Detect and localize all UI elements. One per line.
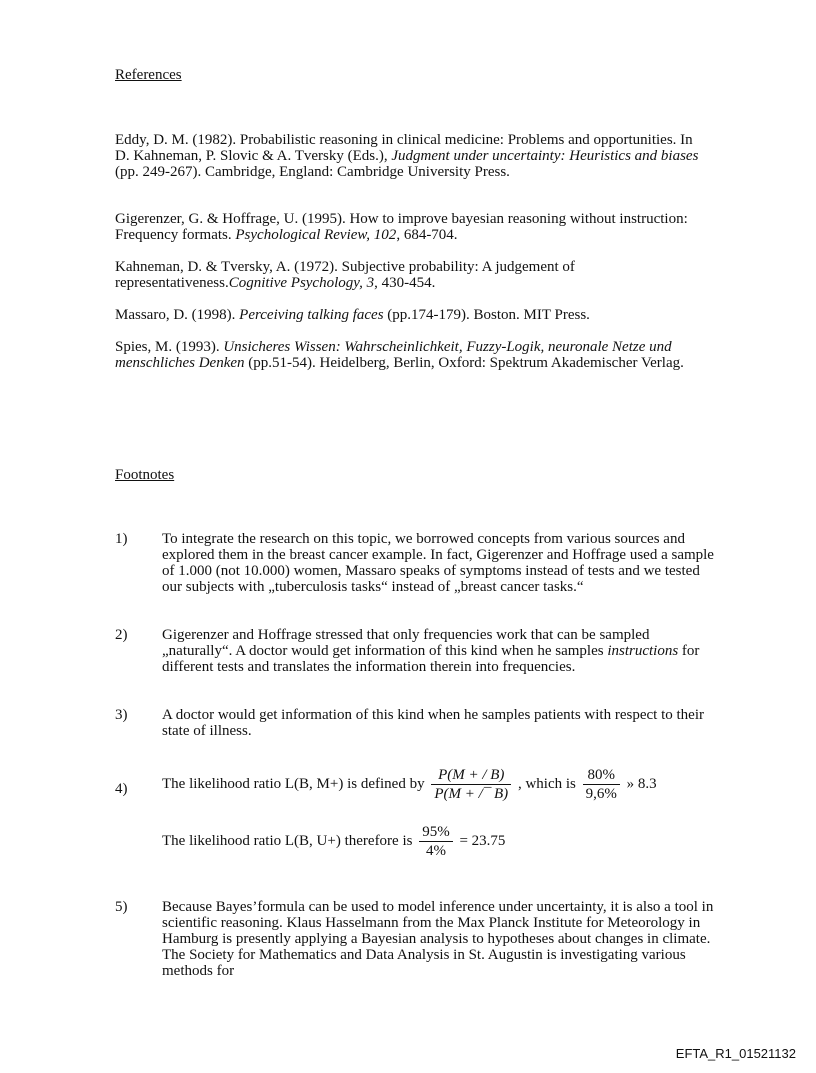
footnote-5-text: Because Bayes’formula can be used to model inference under uncertainty, it is also a tool in scientific reasoning. Klaus Hasselmann from the Max Planck Institute for Meteorology in Hamburg is presently applying a Bayesian analysis to hypotheses about changes in climate. The Society for Mathematics and Data Analysis in St. Augustin is investigating various methods for (162, 899, 714, 979)
document-id: EFTA_R1_01521132 (675, 1046, 796, 1061)
reference-eddy: Eddy, D. M. (1982). Probabilistic reasoning in clinical medicine: Problems and opportunities. In D. Kahneman, P. Slovic & A. Tversky (Eds.), Judgment under uncertainty: Heuristics and biases (pp. 249-267). Cambridge, England: Cambridge University Press. (115, 132, 699, 180)
footnote-3-number: 3) (115, 707, 128, 723)
footnote-4-likelihood-m: The likelihood ratio L(B, M+) is defined by $\frac{P(M + / B)}{P(M + /¯ B)}$ , which is $\frac{80\%}{9,6\%}$ » 8.3 (162, 767, 657, 802)
footnote-5-number: 5) (115, 899, 128, 915)
footnote-1-number: 1) (115, 531, 128, 547)
footnote-4-number: 4) (115, 781, 128, 797)
fraction-80-over-9-6: $\frac{80\%}{9,6\%}$ (583, 767, 620, 802)
footnote-2-number: 2) (115, 627, 128, 643)
footnote-1-text: To integrate the research on this topic, we borrowed concepts from various sources and explored them in the breast cancer example. In fact, Gigerenzer and Hoffrage used a sample of 1.000 (not 10.000) women, Massaro speaks of symptoms instead of tests and we tested our subjects with „tuberculosis tasks“ instead of „breast cancer tasks.“ (162, 531, 714, 595)
footnote-2-text: Gigerenzer and Hoffrage stressed that only frequencies work that can be sampled „naturally“. A doctor would get information of this kind when he samples instructions for different tests and translates the information therein into frequencies. (162, 627, 700, 675)
footnote-4-likelihood-u: The likelihood ratio L(B, U+) therefore is $\frac{95\%}{4\%}$ = 23.75 (162, 824, 506, 859)
fraction-95-over-4: $\frac{95\%}{4\%}$ (419, 824, 453, 859)
reference-massaro: Massaro, D. (1998). Perceiving talking faces (pp.174-179). Boston. MIT Press. (115, 307, 590, 323)
references-heading: References (115, 67, 182, 83)
fraction-p-m-given-b: $\frac{P(M + / B)}{P(M + /¯ B)}$ (431, 767, 511, 802)
reference-gigerenzer: Gigerenzer, G. & Hoffrage, U. (1995). How to improve bayesian reasoning without instruction: Frequency formats. Psychological Review, 102, 684-704. (115, 211, 688, 243)
reference-spies: Spies, M. (1993). Unsicheres Wissen: Wahrscheinlichkeit, Fuzzy-Logik, neuronale Netze und menschliches Denken (pp.51-54). Heidelberg, Berlin, Oxford: Spektrum Akademischer Verlag. (115, 339, 684, 371)
footnote-3-text: A doctor would get information of this kind when he samples patients with respect to their state of illness. (162, 707, 704, 739)
reference-kahneman: Kahneman, D. & Tversky, A. (1972). Subjective probability: A judgement of representativeness.Cognitive Psychology, 3, 430-454. (115, 259, 575, 291)
footnotes-heading: Footnotes (115, 467, 175, 483)
